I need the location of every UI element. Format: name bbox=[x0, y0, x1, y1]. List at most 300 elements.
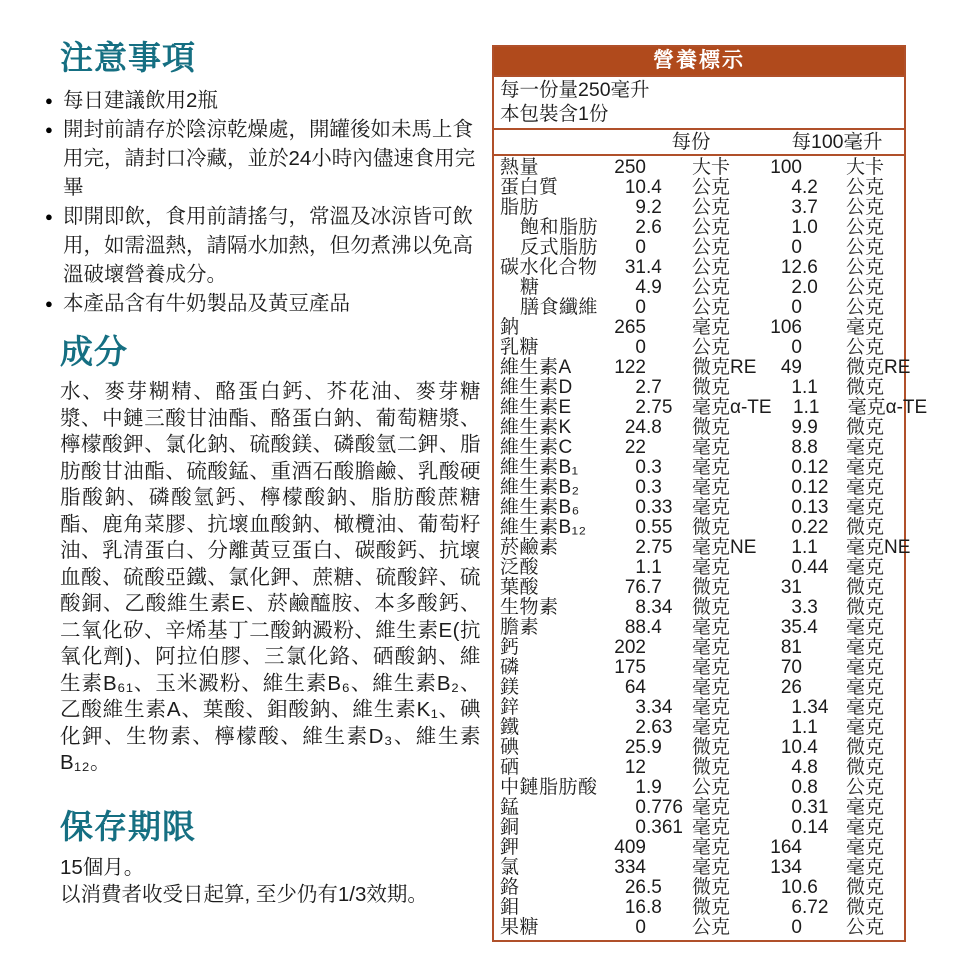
value-per-serving-frac: .34 bbox=[646, 697, 673, 718]
value-per-100ml-int: 35 bbox=[780, 617, 802, 638]
unit-per-serving: 毫克NE bbox=[692, 537, 757, 558]
value-per-100ml-int: 49 bbox=[780, 357, 802, 378]
table-row bbox=[500, 918, 904, 938]
value-per-100ml-frac bbox=[802, 918, 846, 938]
unit-per-100ml: 公克 bbox=[846, 297, 885, 318]
value-per-serving-frac bbox=[646, 638, 692, 658]
unit-per-serving: 微克 bbox=[692, 417, 731, 438]
table-row bbox=[500, 178, 904, 198]
value-per-100ml-frac: .8 bbox=[802, 437, 818, 458]
value-per-100ml-frac: .0 bbox=[802, 217, 818, 238]
unit-per-serving: 微克 bbox=[692, 597, 731, 618]
unit-per-100ml: 微克 bbox=[846, 377, 885, 398]
value-per-serving-frac bbox=[646, 438, 692, 458]
table-row bbox=[500, 778, 904, 798]
value-per-100ml-frac: .6 bbox=[802, 877, 818, 898]
nutrient-name: 乳糖 bbox=[500, 337, 540, 358]
value-per-serving-int: 0 bbox=[635, 297, 646, 318]
nutrient-name: 維生素B₁₂ bbox=[500, 517, 587, 538]
value-per-100ml-frac bbox=[802, 678, 846, 698]
table-row bbox=[500, 758, 904, 778]
unit-per-100ml: 大卡 bbox=[846, 157, 885, 178]
value-per-serving-frac: .75 bbox=[646, 397, 673, 418]
value-per-100ml-int: 1 bbox=[791, 537, 802, 558]
value-per-serving-frac: .7 bbox=[646, 577, 662, 598]
unit-per-serving: 公克 bbox=[692, 297, 731, 318]
bullet-icon: ● bbox=[45, 295, 53, 311]
unit-per-serving: 微克 bbox=[692, 517, 731, 538]
value-per-100ml-int: 10 bbox=[780, 877, 802, 898]
value-per-100ml-int: 10 bbox=[780, 737, 802, 758]
nutrient-name: 鉀 bbox=[500, 837, 520, 858]
value-per-100ml-int: 0 bbox=[791, 457, 802, 478]
unit-per-serving: 毫克 bbox=[692, 837, 731, 858]
table-row bbox=[500, 698, 904, 718]
nutrient-name: 錳 bbox=[500, 797, 520, 818]
nutrient-name: 蛋白質 bbox=[500, 177, 559, 198]
value-per-100ml-frac bbox=[802, 858, 846, 878]
value-per-serving-int: 3 bbox=[635, 697, 646, 718]
value-per-100ml-frac: .4 bbox=[802, 737, 818, 758]
value-per-serving-frac: .4 bbox=[646, 257, 662, 278]
value-per-100ml-frac bbox=[802, 358, 846, 378]
value-per-100ml-int: 9 bbox=[791, 417, 802, 438]
value-per-100ml-frac: .8 bbox=[802, 777, 818, 798]
value-per-serving-int: 76 bbox=[624, 577, 646, 598]
note-text: 即開即飲，食用前請搖勻，常溫及冰涼皆可飲用，如需溫熱，請隔水加熱，但勿煮沸以免高溫破壞營養成分。 bbox=[63, 204, 473, 286]
nutrient-name: 磷 bbox=[500, 657, 520, 678]
unit-per-100ml: 毫克 bbox=[846, 637, 885, 658]
value-per-serving-frac: .3 bbox=[646, 477, 662, 498]
nutrient-name: 飽和脂肪 bbox=[520, 217, 599, 238]
unit-per-100ml: 毫克 bbox=[846, 857, 885, 878]
bullet-icon: ● bbox=[45, 92, 53, 108]
table-row bbox=[500, 397, 928, 418]
unit-per-serving: 公克 bbox=[692, 277, 731, 298]
unit-per-100ml: 毫克 bbox=[846, 837, 885, 858]
value-per-100ml-frac: .1 bbox=[802, 377, 818, 398]
value-per-serving-int: 0 bbox=[635, 517, 646, 538]
table-row bbox=[500, 878, 904, 898]
value-per-serving-frac: .8 bbox=[646, 417, 662, 438]
value-per-serving-frac: .4 bbox=[646, 617, 662, 638]
unit-per-serving: 毫克 bbox=[692, 557, 731, 578]
note-text: 每日建議飲用2瓶 bbox=[63, 88, 218, 112]
unit-per-serving: 公克 bbox=[692, 177, 731, 198]
value-per-serving-frac bbox=[646, 238, 692, 258]
value-per-100ml-frac: .8 bbox=[802, 757, 818, 778]
value-per-100ml-frac: .1 bbox=[802, 537, 818, 558]
unit-per-100ml: 微克 bbox=[846, 417, 885, 438]
value-per-serving-frac bbox=[646, 678, 692, 698]
value-per-serving-frac: .8 bbox=[646, 897, 662, 918]
value-per-100ml-frac: .3 bbox=[802, 597, 818, 618]
value-per-serving-int: 2 bbox=[635, 537, 646, 558]
value-per-100ml-int: 4 bbox=[791, 757, 802, 778]
value-per-serving-frac bbox=[646, 298, 692, 318]
bullet-icon: ● bbox=[45, 121, 53, 137]
table-row bbox=[500, 858, 904, 878]
value-per-100ml-frac: .13 bbox=[802, 497, 829, 518]
value-per-100ml-int: 81 bbox=[780, 637, 802, 658]
table-row bbox=[500, 478, 904, 498]
unit-per-serving: 毫克 bbox=[692, 657, 731, 678]
value-per-serving-int: 24 bbox=[624, 417, 646, 438]
value-per-100ml-int: 31 bbox=[780, 577, 802, 598]
value-per-serving-int: 122 bbox=[614, 357, 646, 378]
table-row bbox=[500, 738, 904, 758]
nutrient-name: 碘 bbox=[500, 737, 520, 758]
unit-per-serving: 微克 bbox=[692, 897, 731, 918]
value-per-100ml-frac: .0 bbox=[802, 277, 818, 298]
unit-per-serving: 毫克 bbox=[692, 797, 731, 818]
unit-per-serving: 毫克 bbox=[692, 717, 731, 738]
left-column bbox=[45, 38, 481, 908]
value-per-serving-int: 2 bbox=[635, 717, 646, 738]
value-per-serving-int: 26 bbox=[624, 877, 646, 898]
value-per-100ml-int: 4 bbox=[791, 177, 802, 198]
nutrient-name: 糖 bbox=[520, 277, 540, 298]
value-per-serving-frac: .361 bbox=[646, 817, 683, 838]
nutrient-name: 鉬 bbox=[500, 897, 520, 918]
note-item bbox=[45, 289, 481, 318]
value-per-serving-int: 25 bbox=[624, 737, 646, 758]
value-per-100ml-int: 3 bbox=[791, 197, 802, 218]
value-per-serving-int: 0 bbox=[635, 337, 646, 358]
value-per-serving-frac: .63 bbox=[646, 717, 673, 738]
value-per-100ml-int: 3 bbox=[791, 597, 802, 618]
nutrient-name: 鐵 bbox=[500, 717, 520, 738]
unit-per-100ml: 毫克 bbox=[846, 477, 885, 498]
value-per-100ml-int: 0 bbox=[791, 337, 802, 358]
nutrient-name: 維生素B₂ bbox=[500, 477, 580, 498]
value-per-serving-int: 4 bbox=[635, 277, 646, 298]
value-per-serving-int: 0 bbox=[635, 917, 646, 938]
value-per-100ml-int: 1 bbox=[791, 217, 802, 238]
table-row bbox=[500, 258, 904, 278]
value-per-serving-int: 10 bbox=[624, 177, 646, 198]
unit-per-100ml: 微克 bbox=[846, 597, 885, 618]
value-per-serving-int: 22 bbox=[624, 437, 646, 458]
table-row bbox=[500, 537, 911, 558]
unit-per-serving: 大卡 bbox=[692, 157, 731, 178]
value-per-serving-int: 409 bbox=[614, 837, 646, 858]
value-per-100ml-int: 0 bbox=[791, 237, 802, 258]
value-per-serving-int: 9 bbox=[635, 197, 646, 218]
column-header-per-100ml: 每100毫升 bbox=[791, 131, 883, 153]
unit-per-100ml: 微克 bbox=[846, 757, 885, 778]
table-row bbox=[500, 218, 904, 238]
value-per-serving-int: 250 bbox=[614, 157, 646, 178]
value-per-serving-int: 0 bbox=[635, 237, 646, 258]
shelf-life-line: 以消費者收受日起算, 至少仍有1/3效期。 bbox=[60, 883, 428, 907]
unit-per-serving: 毫克 bbox=[692, 437, 731, 458]
unit-per-serving: 毫克 bbox=[692, 457, 731, 478]
servings-per-pack-line: 本包裝含1份 bbox=[500, 103, 609, 125]
value-per-100ml-frac: .1 bbox=[803, 397, 820, 418]
value-per-100ml-frac: .9 bbox=[802, 417, 818, 438]
table-row bbox=[500, 618, 904, 638]
unit-per-serving: 公克 bbox=[692, 777, 731, 798]
table-row bbox=[500, 318, 904, 338]
value-per-serving-frac: .2 bbox=[646, 197, 662, 218]
column-header-row bbox=[494, 130, 904, 156]
table-row bbox=[500, 518, 904, 538]
nutrient-name: 菸鹼素 bbox=[500, 537, 559, 558]
table-row bbox=[500, 818, 904, 838]
value-per-serving-int: 2 bbox=[635, 377, 646, 398]
unit-per-100ml: 微克 bbox=[846, 517, 885, 538]
unit-per-serving: 公克 bbox=[692, 197, 731, 218]
value-per-serving-int: 0 bbox=[635, 817, 646, 838]
table-row bbox=[500, 678, 904, 698]
table-row bbox=[500, 638, 904, 658]
unit-per-serving: 毫克 bbox=[692, 617, 731, 638]
unit-per-serving: 毫克 bbox=[692, 677, 731, 698]
ingredients-title: 成分 bbox=[60, 332, 128, 370]
value-per-100ml-frac bbox=[802, 318, 846, 338]
value-per-100ml-int: 100 bbox=[770, 157, 802, 178]
value-per-100ml-frac: .12 bbox=[802, 457, 829, 478]
value-per-serving-frac bbox=[646, 858, 692, 878]
value-per-100ml-int: 0 bbox=[791, 497, 802, 518]
notes-title: 注意事項 bbox=[60, 39, 196, 76]
unit-per-100ml: 毫克 bbox=[846, 437, 885, 458]
unit-per-100ml: 公克 bbox=[846, 337, 885, 358]
value-per-serving-frac: .776 bbox=[646, 797, 683, 818]
unit-per-100ml: 公克 bbox=[846, 917, 885, 938]
value-per-100ml-int: 0 bbox=[791, 777, 802, 798]
note-text: 開封前請存於陰涼乾燥處，開罐後如未馬上食用完，請封口冷藏，並於24小時內儘速食用完畢 bbox=[63, 117, 476, 199]
column-header-spacer bbox=[500, 130, 612, 154]
unit-per-100ml: 毫克 bbox=[846, 677, 885, 698]
unit-per-100ml: 毫克 bbox=[846, 317, 885, 338]
nutrient-name: 生物素 bbox=[500, 597, 559, 618]
value-per-serving-frac: .6 bbox=[646, 217, 662, 238]
value-per-100ml-int: 1 bbox=[791, 377, 802, 398]
value-per-serving-frac: .4 bbox=[646, 177, 662, 198]
unit-per-100ml: 微克 bbox=[846, 577, 885, 598]
table-row bbox=[500, 598, 904, 618]
value-per-100ml-int: 0 bbox=[791, 517, 802, 538]
value-per-100ml-int: 0 bbox=[791, 297, 802, 318]
value-per-serving-int: 31 bbox=[624, 257, 646, 278]
unit-per-100ml: 公克 bbox=[846, 237, 885, 258]
table-row bbox=[500, 798, 904, 818]
unit-per-serving: 毫克α-TE bbox=[692, 397, 772, 418]
value-per-100ml-frac bbox=[802, 658, 846, 678]
value-per-100ml-int: 164 bbox=[770, 837, 802, 858]
value-per-100ml-frac bbox=[802, 578, 846, 598]
unit-per-100ml: 毫克 bbox=[846, 797, 885, 818]
value-per-100ml-frac: .22 bbox=[802, 517, 829, 538]
nutrient-name: 膽素 bbox=[500, 617, 540, 638]
unit-per-serving: 毫克 bbox=[692, 497, 731, 518]
nutrient-name: 果糖 bbox=[500, 917, 540, 938]
serving-size-line: 每一份量250毫升 bbox=[500, 79, 650, 101]
table-row bbox=[500, 298, 904, 318]
unit-per-100ml: 公克 bbox=[846, 277, 885, 298]
nutrient-name: 維生素A bbox=[500, 357, 572, 378]
table-row bbox=[500, 498, 904, 518]
value-per-100ml-int: 0 bbox=[791, 477, 802, 498]
nutrient-name: 熱量 bbox=[500, 157, 540, 178]
unit-per-100ml: 公克 bbox=[846, 777, 885, 798]
value-per-100ml-frac: .44 bbox=[802, 557, 829, 578]
value-per-serving-int: 8 bbox=[635, 597, 646, 618]
value-per-100ml-int: 106 bbox=[770, 317, 802, 338]
nutrient-name: 維生素E bbox=[500, 397, 572, 418]
value-per-100ml-frac bbox=[802, 238, 846, 258]
unit-per-serving: 毫克 bbox=[692, 637, 731, 658]
value-per-100ml-frac bbox=[802, 298, 846, 318]
value-per-serving-int: 2 bbox=[635, 397, 646, 418]
table-row bbox=[500, 158, 904, 178]
value-per-serving-int: 265 bbox=[614, 317, 646, 338]
unit-per-serving: 毫克 bbox=[692, 857, 731, 878]
unit-per-100ml: 毫克 bbox=[846, 697, 885, 718]
value-per-serving-int: 1 bbox=[635, 557, 646, 578]
value-per-100ml-int: 134 bbox=[770, 857, 802, 878]
value-per-serving-int: 202 bbox=[614, 637, 646, 658]
nutrient-name: 鋅 bbox=[500, 697, 520, 718]
value-per-100ml-int: 6 bbox=[791, 897, 802, 918]
table-row bbox=[500, 378, 904, 398]
note-item bbox=[45, 86, 481, 115]
value-per-serving-frac: .5 bbox=[646, 877, 662, 898]
table-row bbox=[500, 357, 911, 378]
value-per-100ml-frac bbox=[802, 638, 846, 658]
value-per-100ml-int: 12 bbox=[780, 257, 802, 278]
unit-per-serving: 微克 bbox=[692, 377, 731, 398]
value-per-100ml-frac: .1 bbox=[802, 717, 818, 738]
nutrition-table-body bbox=[494, 156, 928, 940]
nutrient-name: 中鏈脂肪酸 bbox=[500, 777, 598, 798]
nutrition-table-title: 營養標示 bbox=[494, 47, 904, 77]
unit-per-serving: 毫克 bbox=[692, 477, 731, 498]
value-per-serving-frac: .55 bbox=[646, 517, 673, 538]
value-per-serving-int: 0 bbox=[635, 457, 646, 478]
value-per-100ml-int: 1 bbox=[791, 717, 802, 738]
value-per-serving-int: 334 bbox=[614, 857, 646, 878]
nutrient-name: 維生素K bbox=[500, 417, 572, 438]
unit-per-100ml: 微克RE bbox=[846, 357, 911, 378]
unit-per-serving: 微克 bbox=[692, 877, 731, 898]
value-per-100ml-frac: .2 bbox=[802, 177, 818, 198]
note-text: 本產品含有牛奶製品及黃豆產品 bbox=[63, 291, 350, 315]
value-per-serving-frac bbox=[646, 658, 692, 678]
value-per-100ml-frac: .31 bbox=[802, 797, 829, 818]
value-per-100ml-int: 0 bbox=[791, 797, 802, 818]
table-row bbox=[500, 438, 904, 458]
unit-per-serving: 公克 bbox=[692, 217, 731, 238]
unit-per-100ml: 微克 bbox=[846, 737, 885, 758]
nutrient-name: 銅 bbox=[500, 817, 520, 838]
value-per-serving-int: 0 bbox=[635, 797, 646, 818]
table-row bbox=[500, 838, 904, 858]
note-item bbox=[45, 115, 481, 202]
nutrient-name: 硒 bbox=[500, 757, 520, 778]
value-per-serving-frac: .34 bbox=[646, 597, 673, 618]
table-row bbox=[500, 898, 904, 918]
unit-per-100ml: 毫克 bbox=[846, 617, 885, 638]
unit-per-serving: 微克 bbox=[692, 577, 731, 598]
value-per-serving-frac: .9 bbox=[646, 777, 662, 798]
value-per-100ml-frac: .4 bbox=[802, 617, 818, 638]
value-per-serving-int: 64 bbox=[624, 677, 646, 698]
nutrient-name: 氯 bbox=[500, 857, 520, 878]
value-per-serving-frac bbox=[646, 918, 692, 938]
unit-per-100ml: 毫克NE bbox=[846, 537, 911, 558]
unit-per-100ml: 公克 bbox=[846, 177, 885, 198]
value-per-100ml-frac: .72 bbox=[802, 897, 829, 918]
unit-per-serving: 公克 bbox=[692, 917, 731, 938]
table-row bbox=[500, 238, 904, 258]
unit-per-100ml: 毫克 bbox=[846, 557, 885, 578]
nutrient-name: 維生素C bbox=[500, 437, 573, 458]
table-row bbox=[500, 718, 904, 738]
unit-per-100ml: 毫克 bbox=[846, 817, 885, 838]
unit-per-100ml: 公克 bbox=[846, 197, 885, 218]
value-per-serving-frac bbox=[646, 758, 692, 778]
table-row bbox=[500, 278, 904, 298]
value-per-serving-int: 2 bbox=[635, 217, 646, 238]
value-per-serving-frac bbox=[646, 338, 692, 358]
shelf-life-title: 保存期限 bbox=[60, 807, 196, 845]
nutrient-name: 鉻 bbox=[500, 877, 520, 898]
nutrition-table bbox=[492, 45, 928, 942]
nutrient-name: 碳水化合物 bbox=[500, 257, 598, 278]
unit-per-serving: 公克 bbox=[692, 337, 731, 358]
value-per-100ml-int: 0 bbox=[791, 917, 802, 938]
shelf-life-line: 15個月。 bbox=[60, 856, 145, 880]
table-row bbox=[500, 198, 904, 218]
value-per-serving-frac: .9 bbox=[646, 277, 662, 298]
value-per-100ml-int: 0 bbox=[791, 557, 802, 578]
value-per-serving-int: 0 bbox=[635, 477, 646, 498]
nutrient-name: 維生素D bbox=[500, 377, 573, 398]
serving-info bbox=[494, 77, 904, 130]
unit-per-100ml: 公克 bbox=[846, 217, 885, 238]
ingredients-text: 水、麥芽糊精、酪蛋白鈣、芥花油、麥芽糖漿、中鏈三酸甘油酯、酪蛋白鈉、葡萄糖漿、檸檬酸鉀、氯化鈉、硫酸鎂、磷酸氫二鉀、脂肪酸甘油酯、硫酸錳、重酒石酸膽鹼、乳酸硬脂酸鈉、磷酸氫鈣、檸檬酸鈉、脂肪酸蔗糖酯、鹿角菜膠、抗壞血酸鈉、橄欖油、葡萄籽油、乳清蛋白、分離黃豆蛋白、碳酸鈣、抗壞血酸、硫酸亞鐵、氯化鉀、蔗糖、硫酸鋅、硫酸銅、乙酸維生素E、菸鹼醯胺、本多酸鈣、二氧化矽、辛烯基丁二酸鈉澱粉、維生素E(抗氧化劑)、阿拉伯膠、三氯化鉻、硒酸鈉、維生素B₆₁、玉米澱粉、維生素B₆、維生素B₂、乙酸維生素A、葉酸、鉬酸鈉、維生素K₁、碘化鉀、生物素、檸檬酸、維生素D₃、維生素B₁₂。 bbox=[60, 380, 481, 775]
table-row bbox=[500, 578, 904, 598]
unit-per-serving: 毫克 bbox=[692, 317, 731, 338]
value-per-serving-frac: .9 bbox=[646, 737, 662, 758]
unit-per-100ml: 毫克 bbox=[846, 497, 885, 518]
value-per-100ml-frac: .12 bbox=[802, 477, 829, 498]
nutrient-name: 膳食纖維 bbox=[520, 297, 599, 318]
table-row bbox=[500, 418, 904, 438]
value-per-serving-frac: .1 bbox=[646, 557, 662, 578]
value-per-serving-frac bbox=[646, 838, 692, 858]
value-per-serving-frac bbox=[646, 358, 692, 378]
nutrient-name: 脂肪 bbox=[500, 197, 540, 218]
value-per-100ml-frac: .6 bbox=[802, 257, 818, 278]
value-per-100ml-int: 0 bbox=[791, 817, 802, 838]
value-per-100ml-int: 8 bbox=[791, 437, 802, 458]
value-per-serving-int: 1 bbox=[635, 777, 646, 798]
unit-per-100ml: 毫克 bbox=[846, 657, 885, 678]
value-per-100ml-frac bbox=[802, 838, 846, 858]
value-per-100ml-int: 1 bbox=[791, 697, 802, 718]
value-per-serving-int: 12 bbox=[624, 757, 646, 778]
value-per-serving-frac bbox=[646, 318, 692, 338]
unit-per-100ml: 毫克α-TE bbox=[847, 397, 928, 418]
note-item bbox=[45, 202, 481, 289]
value-per-serving-int: 88 bbox=[624, 617, 646, 638]
nutrient-name: 反式脂肪 bbox=[520, 237, 599, 258]
value-per-serving-frac: .75 bbox=[646, 537, 673, 558]
